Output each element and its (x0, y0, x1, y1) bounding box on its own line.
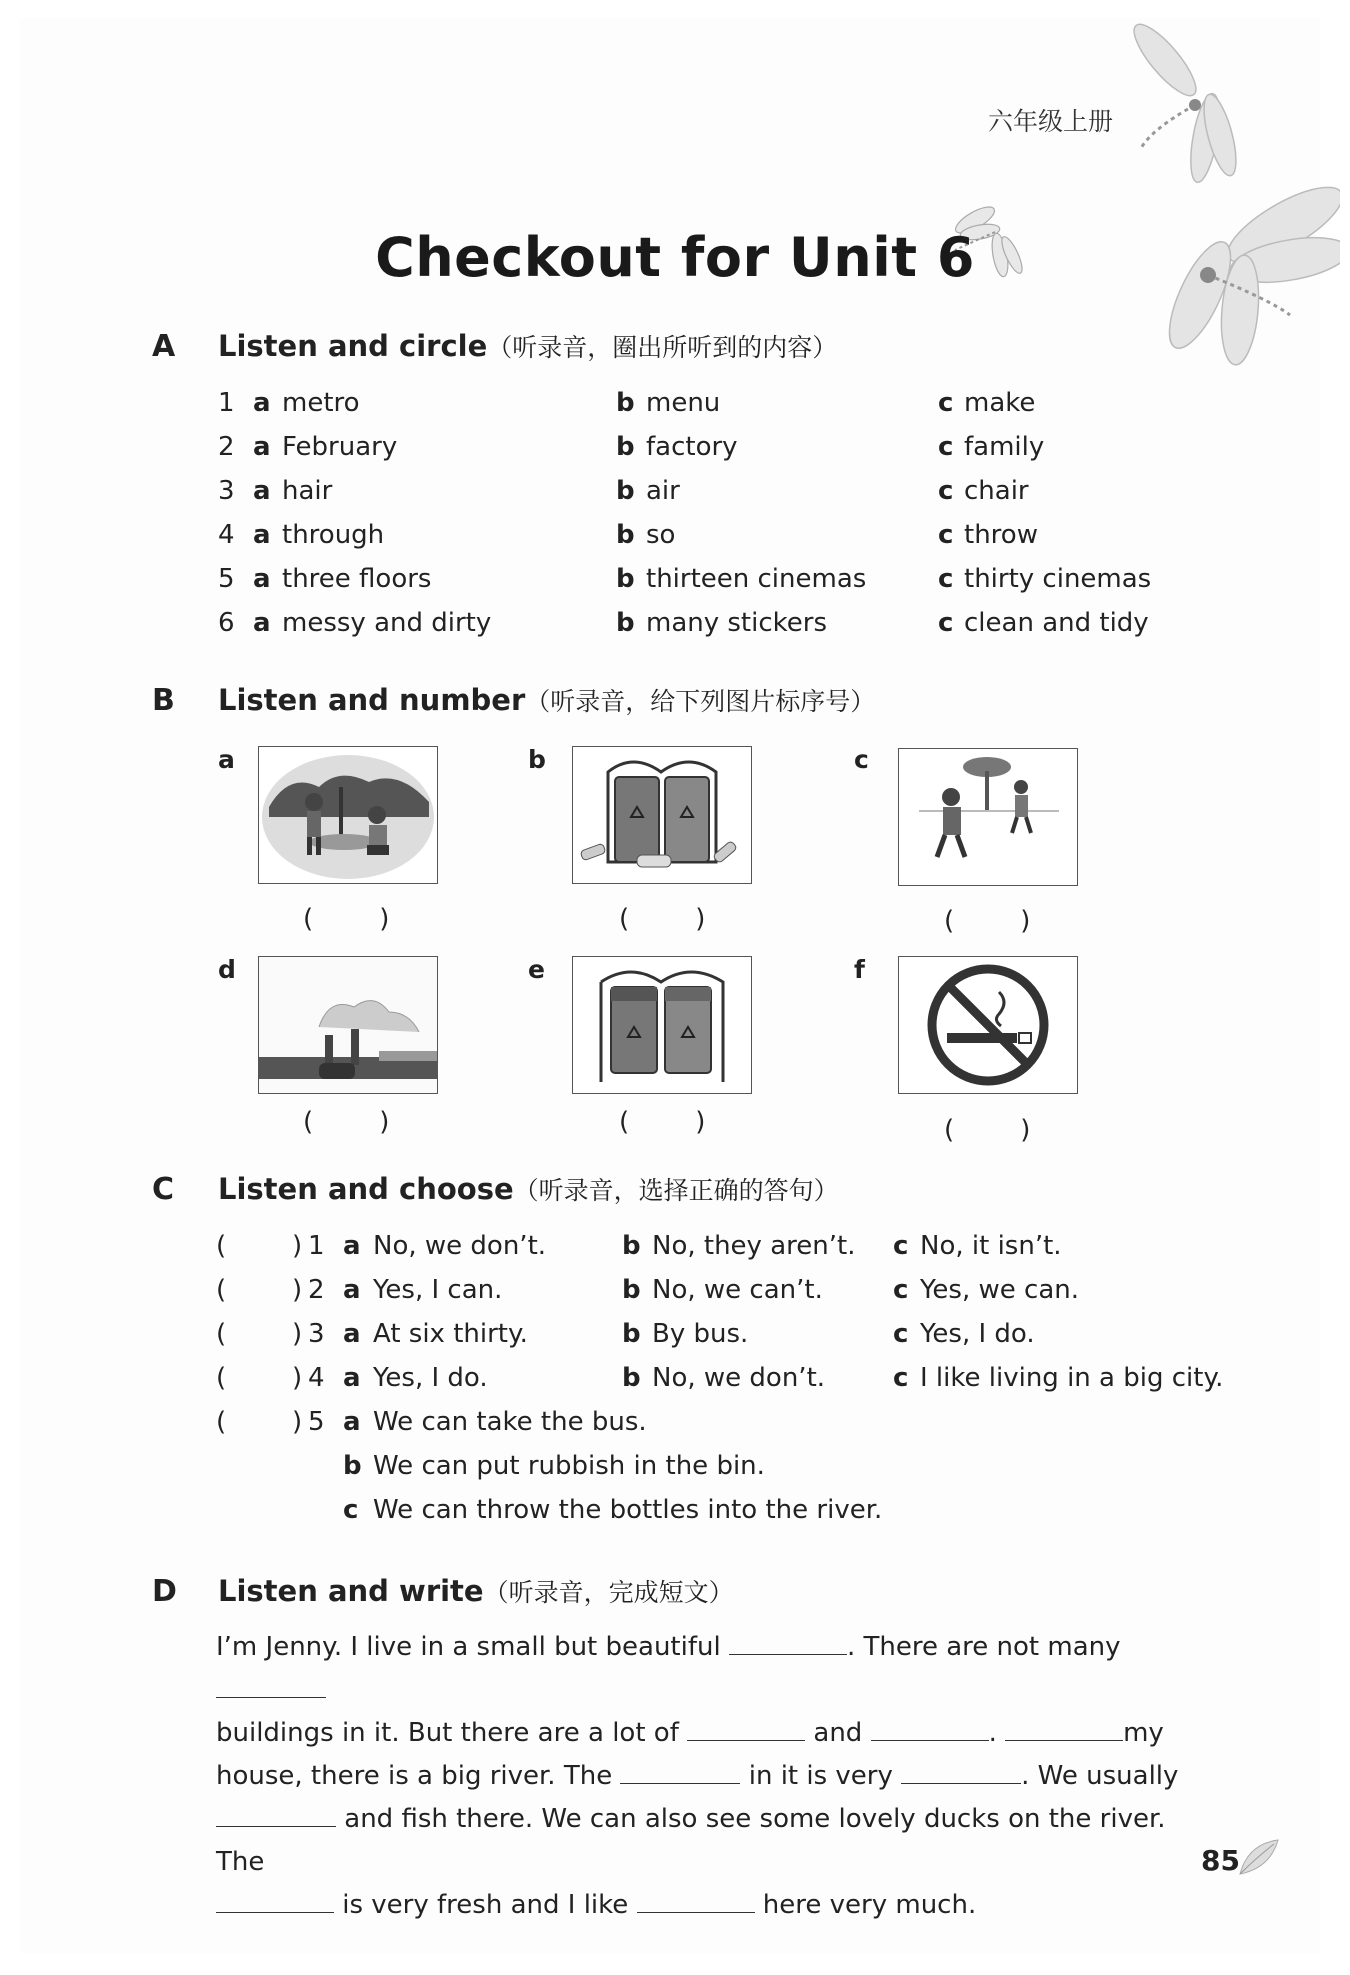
blank-6[interactable] (620, 1757, 740, 1784)
picture-label-d: d (218, 955, 236, 984)
page-number: 85 (1201, 1844, 1240, 1877)
option-letter-c: c (893, 1231, 909, 1261)
option-letter-c: c (938, 520, 954, 550)
item-number: 1 (218, 388, 235, 418)
section-c-title-zh: （听录音，选择正确的答句） (513, 1176, 839, 1205)
answer-bracket-f[interactable]: ( ) (944, 1115, 1031, 1145)
passage-text: my (1123, 1718, 1164, 1748)
children-planting-tree-picture (258, 746, 438, 884)
answer-bracket-e[interactable]: ( ) (619, 1107, 706, 1137)
option-letter-a: a (343, 1407, 361, 1437)
section-b-letter: B (152, 683, 175, 718)
option-letter-b: b (616, 432, 635, 462)
passage-text: here very much. (762, 1890, 977, 1920)
leaf-icon (1236, 1838, 1282, 1878)
section-a-title (218, 328, 837, 364)
page-title: Checkout for Unit 6 (375, 226, 975, 289)
answer-bracket-close[interactable]: ) (292, 1231, 303, 1261)
option-letter-a: a (253, 608, 271, 638)
picture-label-e: e (528, 955, 545, 984)
option-b-text[interactable]: menu (646, 388, 721, 418)
section-b-title-zh: （听录音，给下列图片标序号） (525, 687, 876, 716)
item-number: 3 (308, 1319, 325, 1349)
factory-smoke-pollution-picture (258, 956, 438, 1094)
passage-text: I’m Jenny. I live in a small but beautiful (216, 1632, 721, 1662)
item-number: 2 (218, 432, 235, 462)
option-c-text[interactable]: chair (964, 476, 1029, 506)
answer-bracket-open[interactable]: ( (216, 1275, 227, 1305)
answer-bracket-open[interactable]: ( (216, 1319, 227, 1349)
answer-bracket-close[interactable]: ) (292, 1363, 303, 1393)
option-letter-a: a (343, 1231, 361, 1261)
option-a-text[interactable]: Yes, I do. (373, 1363, 488, 1393)
option-c-text[interactable]: No, it isn’t. (920, 1231, 1062, 1261)
option-c-text[interactable]: thirty cinemas (964, 564, 1152, 594)
answer-bracket-a[interactable]: ( ) (303, 904, 390, 934)
section-d-title-en: Listen and write (218, 1574, 484, 1608)
section-b-title-en: Listen and number (218, 683, 526, 717)
option-letter-b: b (616, 520, 635, 550)
grade-label: 六年级上册 (988, 107, 1114, 136)
option-letter-c: c (893, 1275, 909, 1305)
option-c-text[interactable]: I like living in a big city. (920, 1363, 1224, 1393)
blank-10[interactable] (637, 1886, 755, 1913)
blank-5[interactable] (1005, 1714, 1123, 1741)
item-number: 1 (308, 1231, 325, 1261)
passage-text: . There are not many (846, 1632, 1121, 1662)
option-b-text[interactable]: By bus. (652, 1319, 749, 1349)
answer-bracket-close[interactable]: ) (292, 1319, 303, 1349)
no-smoking-sign-picture (898, 956, 1078, 1094)
option-letter-c: c (938, 432, 954, 462)
option-letter-a: a (343, 1275, 361, 1305)
option-c-text[interactable]: throw (964, 520, 1038, 550)
answer-bracket-close[interactable]: ) (292, 1407, 303, 1437)
rubbish-bins-with-litter-picture (572, 746, 752, 884)
section-d-title (218, 1573, 734, 1609)
option-letter-b: b (616, 476, 635, 506)
option-letter-a: a (253, 388, 271, 418)
option-a-text[interactable]: Yes, I can. (373, 1275, 503, 1305)
passage-text: and fish there. We can also see some lovely ducks on the river. The (216, 1804, 1166, 1877)
picture-label-b: b (528, 745, 546, 774)
option-b-text[interactable]: air (646, 476, 680, 506)
option-b-text[interactable]: thirteen cinemas (646, 564, 867, 594)
option-b-text[interactable]: No, we can’t. (652, 1275, 823, 1305)
answer-bracket-c[interactable]: ( ) (944, 906, 1031, 936)
option-letter-b: b (616, 388, 635, 418)
passage-text: and (813, 1718, 863, 1748)
answer-bracket-d[interactable]: ( ) (303, 1107, 390, 1137)
section-a-letter: A (152, 329, 176, 364)
picture-label-f: f (854, 955, 865, 984)
item-number: 5 (308, 1407, 325, 1437)
passage-text: . (988, 1718, 997, 1748)
blank-3[interactable] (687, 1714, 805, 1741)
option-a-text[interactable]: February (282, 432, 398, 462)
option-letter-c: c (938, 608, 954, 638)
blank-8[interactable] (216, 1800, 336, 1827)
option-letter-c: c (938, 564, 954, 594)
option-letter-a: a (253, 564, 271, 594)
option-c-text[interactable]: family (964, 432, 1045, 462)
option-c-text[interactable]: clean and tidy (964, 608, 1149, 638)
item-number: 6 (218, 608, 235, 638)
picture-label-c: c (854, 745, 869, 774)
answer-bracket-b[interactable]: ( ) (619, 904, 706, 934)
section-a-title-zh: （听录音，圈出所听到的内容） (487, 333, 838, 362)
section-d-title-zh: （听录音，完成短文） (483, 1578, 734, 1607)
passage-text: is very fresh and I like (342, 1890, 629, 1920)
option-letter-a: a (253, 520, 271, 550)
picture-label-a: a (218, 745, 235, 774)
item-number: 2 (308, 1275, 325, 1305)
option-a-text[interactable]: three floors (282, 564, 432, 594)
option-a-text[interactable]: No, we don’t. (373, 1231, 547, 1261)
passage-text: . We usually (1021, 1761, 1179, 1791)
passage-text: buildings in it. But there are a lot of (216, 1718, 679, 1748)
passage-text: house, there is a big river. The (216, 1761, 613, 1791)
item-number: 4 (218, 520, 235, 550)
option-b-text[interactable]: No, they aren’t. (652, 1231, 856, 1261)
option-b-text[interactable]: so (646, 520, 676, 550)
answer-bracket-close[interactable]: ) (292, 1275, 303, 1305)
option-b-text[interactable]: We can put rubbish in the bin. (373, 1451, 765, 1481)
option-c-text[interactable]: make (964, 388, 1036, 418)
section-c-title-en: Listen and choose (218, 1172, 514, 1206)
option-a-text[interactable]: metro (282, 388, 360, 418)
blank-2[interactable] (216, 1671, 326, 1698)
section-d-letter: D (152, 1574, 177, 1609)
option-a-text[interactable]: messy and dirty (282, 608, 492, 638)
section-a-title-en: Listen and circle (218, 329, 488, 363)
option-a-text[interactable]: At six thirty. (373, 1319, 528, 1349)
option-b-text[interactable]: factory (646, 432, 738, 462)
blank-1[interactable] (729, 1628, 847, 1655)
option-c-text[interactable]: We can throw the bottles into the river. (373, 1495, 883, 1525)
option-letter-b: b (622, 1319, 641, 1349)
section-b-title (218, 682, 875, 718)
clean-rubbish-bins-picture (572, 956, 752, 1094)
option-letter-c: c (893, 1363, 909, 1393)
blank-9[interactable] (216, 1886, 334, 1913)
section-c-title (218, 1171, 839, 1207)
option-letter-c: c (343, 1495, 359, 1525)
option-letter-c: c (938, 476, 954, 506)
blank-7[interactable] (901, 1757, 1021, 1784)
option-letter-b: b (622, 1231, 641, 1261)
passage-text: in it is very (748, 1761, 893, 1791)
option-letter-a: a (343, 1363, 361, 1393)
option-a-text[interactable]: through (282, 520, 385, 550)
dragonfly-decoration-icon (1110, 20, 1340, 380)
option-c-text[interactable]: Yes, I do. (920, 1319, 1035, 1349)
option-letter-b: b (343, 1451, 362, 1481)
option-letter-a: a (343, 1319, 361, 1349)
option-a-text[interactable]: We can take the bus. (373, 1407, 647, 1437)
option-letter-a: a (253, 476, 271, 506)
option-letter-c: c (938, 388, 954, 418)
answer-bracket-open[interactable]: ( (216, 1407, 227, 1437)
item-number: 4 (308, 1363, 325, 1393)
answer-bracket-open[interactable]: ( (216, 1363, 227, 1393)
item-number: 5 (218, 564, 235, 594)
children-walking-picture (898, 748, 1078, 886)
option-letter-b: b (622, 1275, 641, 1305)
option-letter-c: c (893, 1319, 909, 1349)
option-b-text[interactable]: No, we don’t. (652, 1363, 826, 1393)
option-c-text[interactable]: Yes, we can. (920, 1275, 1079, 1305)
option-letter-b: b (622, 1363, 641, 1393)
item-number: 3 (218, 476, 235, 506)
option-letter-b: b (616, 564, 635, 594)
option-b-text[interactable]: many stickers (646, 608, 828, 638)
blank-4[interactable] (871, 1714, 989, 1741)
option-a-text[interactable]: hair (282, 476, 333, 506)
section-c-letter: C (152, 1172, 175, 1207)
option-letter-b: b (616, 608, 635, 638)
option-letter-a: a (253, 432, 271, 462)
cloze-passage (216, 1626, 1206, 1927)
answer-bracket-open[interactable]: ( (216, 1231, 227, 1261)
